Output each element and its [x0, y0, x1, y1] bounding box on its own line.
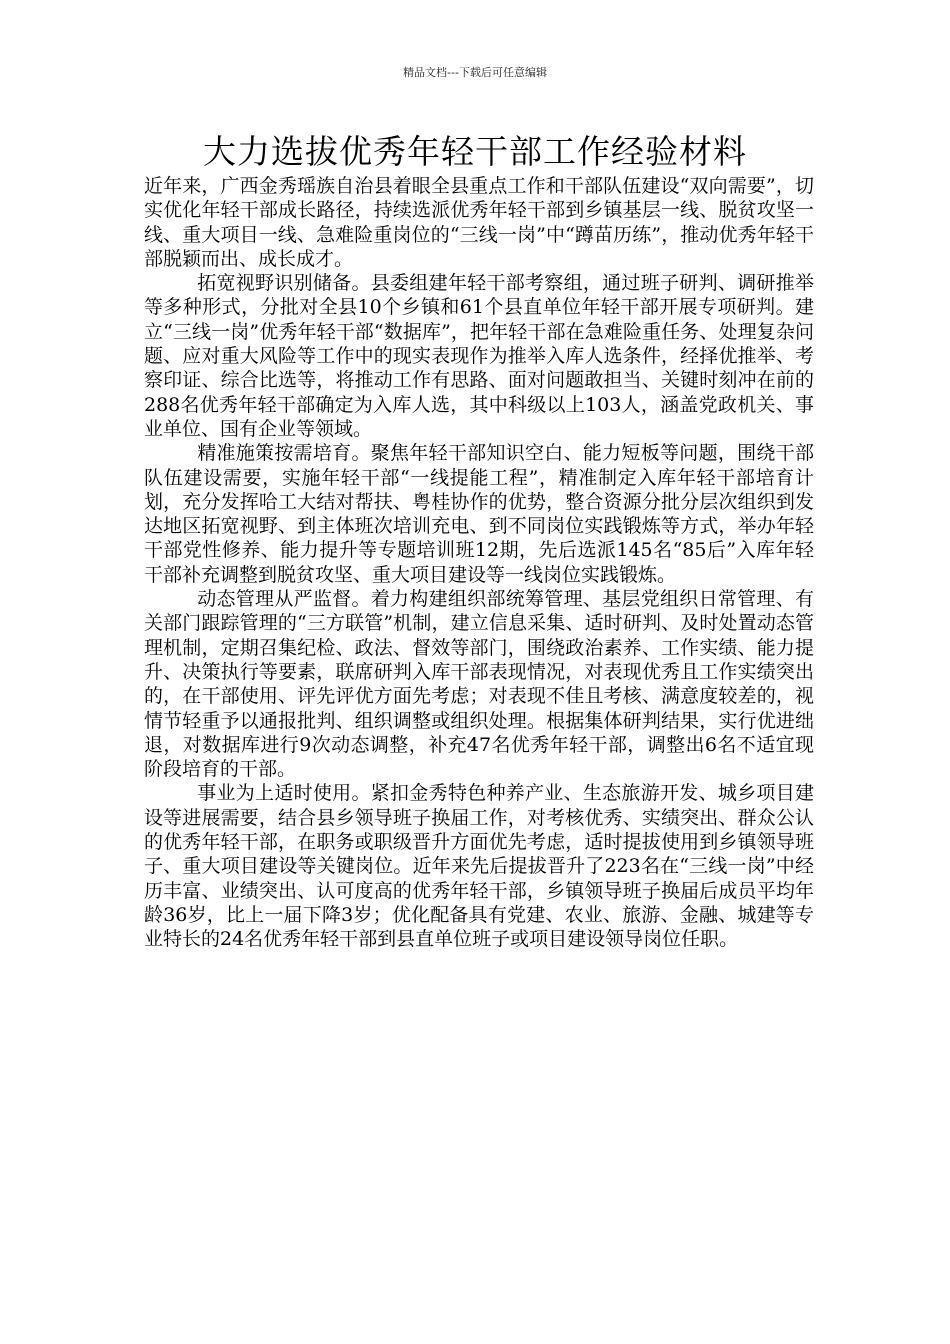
document-title: 大力选拔优秀年轻干部工作经验材料 [203, 132, 747, 171]
paragraph-intro: 近年来，广西金秀瑶族自治县着眼全县重点工作和干部队伍建设“双向需要”，切实优化年轻干部成长路径，持续选派优秀年轻干部到乡镇基层一线、脱贫攻坚一线、重大项目一线、急难险重岗位的“三线一岗”中“蹲苗历练”，推动优秀年轻干部脱颖而出、成长成才。 [144, 175, 814, 270]
paragraph-dynamic-management: 动态管理从严监督。着力构建组织部统筹管理、基层党组织日常管理、有关部门跟踪管理的“三方联管”机制，建立信息采集、适时研判、及时处置动态管理机制，定期召集纪检、政法、督效等部门，围绕政治素养、工作实绩、能力提升、决策执行等要素，联席研判入库干部表现情况，对表现优秀且工作实绩突出的，在干部使用、评先评优方面先考虑；对表现不佳且考核、满意度较差的，视情节轻重予以通报批判、组织调整或组织处理。根据集体研判结果，实行优进绌退，对数据库进行9次动态调整，补充47名优秀年轻干部，调整出6名不适宜现阶段培育的干部。 [144, 588, 814, 781]
header-note: 精品文档---下载后可任意编辑 [403, 66, 547, 79]
document-body [144, 174, 814, 952]
paragraph-identify-reserve: 拓宽视野识别储备。县委组建年轻干部考察组，通过班子研判、调研推举等多种形式，分批对全县10个乡镇和61个县直单位年轻干部开展专项研判。建立“三线一岗”优秀年轻干部“数据库”，把年轻干部在急难险重任务、处理复杂问题、应对重大风险等工作中的现实表现作为推举入库人选条件，经择优推举、考察印证、综合比选等，将推动工作有思路、面对问题敢担当、关键时刻冲在前的288名优秀年轻干部确定为入库人选，其中科级以上103人，涵盖党政机关、事业单位、国有企业等领域。 [144, 272, 814, 440]
paragraph-timely-appointment: 事业为上适时使用。紧扣金秀特色种养产业、生态旅游开发、城乡项目建设等进展需要，结合县乡领导班子换届工作，对考核优秀、实绩突出、群众公认的优秀年轻干部，在职务或职级晋升方面优先考虑，适时提拔使用到乡镇领导班子、重大项目建设等关键岗位。近年来先后提拔晋升了223名在“三线一岗”中经历丰富、业绩突出、认可度高的优秀年轻干部，乡镇领导班子换届后成员平均年龄36岁，比上一届下降3岁；优化配备具有党建、农业、旅游、金融、城建等专业特长的24名优秀年轻干部到县直单位班子或项目建设领导岗位任职。 [144, 782, 814, 951]
paragraph-targeted-training: 精准施策按需培育。聚焦年轻干部知识空白、能力短板等问题，围绕干部队伍建设需要，实施年轻干部“一线提能工程”，精准制定入库年轻干部培育计划，充分发挥哈工大结对帮扶、粤桂协作的优势，整合资源分批分层次组织到发达地区拓宽视野、到主体班次培训充电、到不同岗位实践锻炼等方式，举办年轻干部党性修养、能力提升等专题培训班12期，先后选派145名“85后”入库年轻干部补充调整到脱贫攻坚、重大项目建设等一线岗位实践锻炼。 [144, 442, 814, 586]
